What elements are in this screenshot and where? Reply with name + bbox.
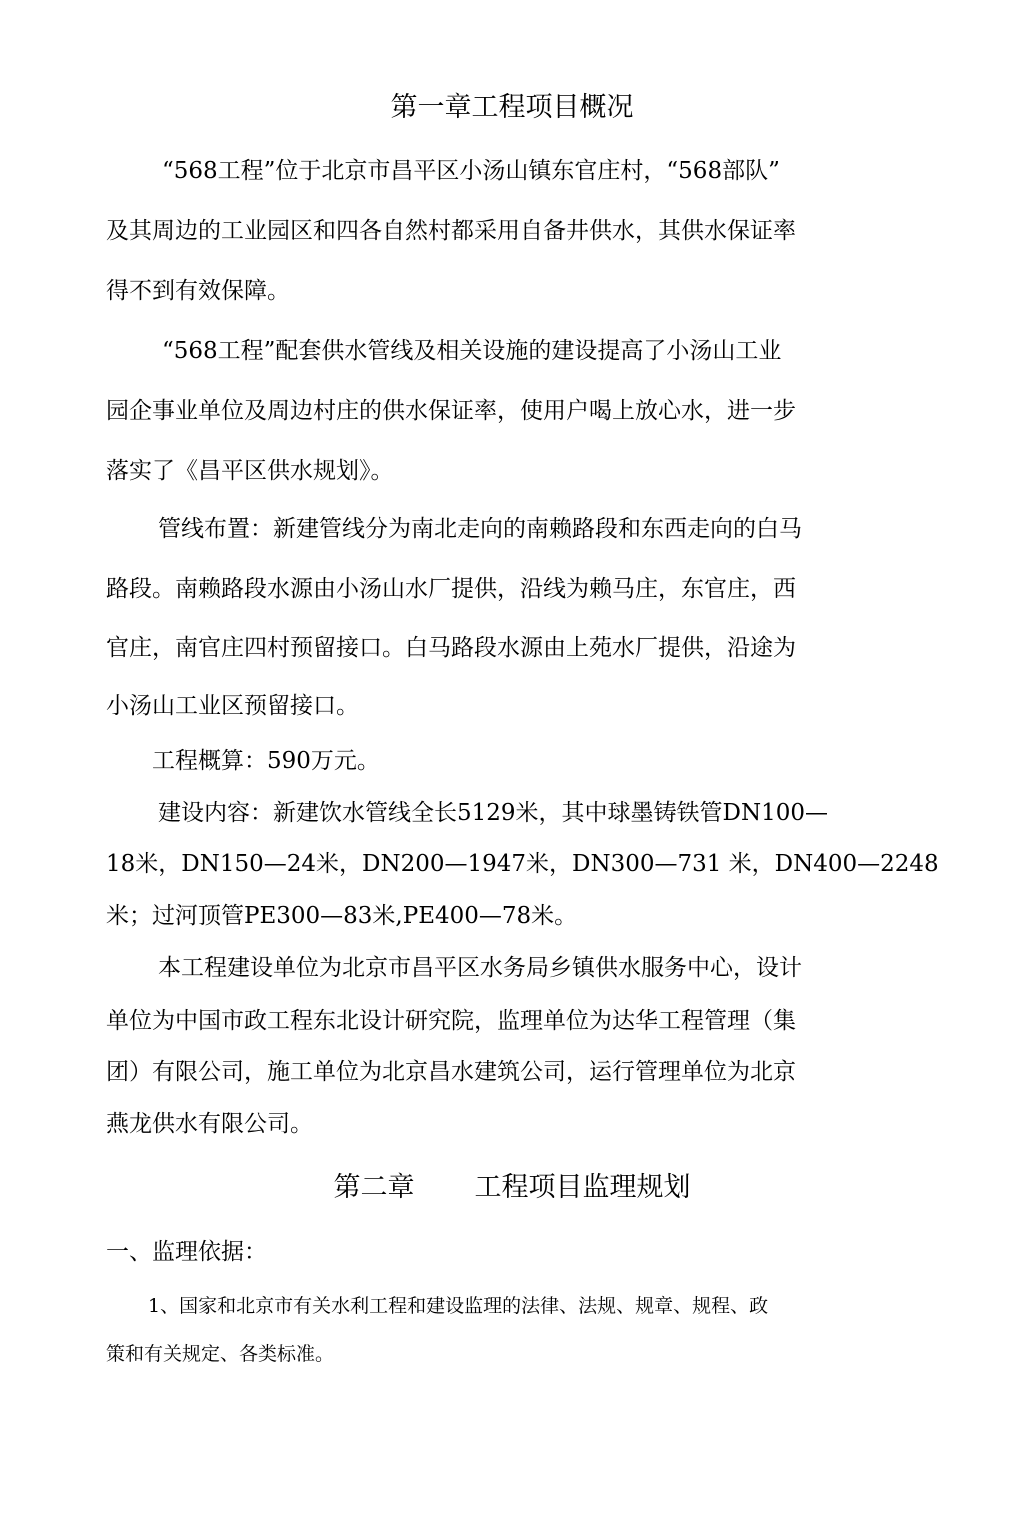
p1-line2: 及其周边的工业园区和四各自然村都采用自备井供水，其供水保证率 xyxy=(106,218,796,244)
p1-line1: “568工程”位于北京市昌平区小汤山镇东官庄村，“568部队” xyxy=(162,158,780,184)
p5-line2: 18米，DN150—24米，DN200—1947米，DN300—731 米，DN400—2248 xyxy=(106,851,939,877)
chapter2-title-text: 工程项目监理规划 xyxy=(474,1172,691,1203)
p3-line2: 路段。南赖路段水源由小汤山水厂提供，沿线为赖马庄，东官庄，西 xyxy=(106,576,796,602)
p3-line3: 官庄，南官庄四村预留接口。白马路段水源由上苑水厂提供，沿途为 xyxy=(106,635,796,661)
section1-heading: 一、监理依据： xyxy=(106,1239,267,1265)
p3-line1: 管线布置：新建管线分为南北走向的南赖路段和东西走向的白马 xyxy=(158,516,802,542)
p1-line3: 得不到有效保障。 xyxy=(106,278,290,304)
p6-line4: 燕龙供水有限公司。 xyxy=(106,1111,313,1137)
p3-line4: 小汤山工业区预留接口。 xyxy=(106,693,359,719)
p6-line3: 团）有限公司，施工单位为北京昌水建筑公司，运行管理单位为北京 xyxy=(106,1059,796,1085)
p2-line1: “568工程”配套供水管线及相关设施的建设提高了小汤山工业 xyxy=(162,338,782,364)
chapter2-title-number: 第二章 xyxy=(333,1172,415,1203)
p5-line1: 建设内容：新建饮水管线全长5129米，其中球墨铸铁管DN100— xyxy=(158,800,828,826)
p6-line1: 本工程建设单位为北京市昌平区水务局乡镇供水服务中心，设计 xyxy=(158,955,802,981)
p2-line3: 落实了《昌平区供水规划》。 xyxy=(106,458,394,484)
item1-line2: 策和有关规定、各类标准。 xyxy=(106,1343,335,1365)
p6-line2: 单位为中国市政工程东北设计研究院，监理单位为达华工程管理（集 xyxy=(106,1008,796,1034)
p2-line2: 园企事业单位及周边村庄的供水保证率，使用户喝上放心水，进一步 xyxy=(106,398,796,424)
chapter1-title: 第一章工程项目概况 xyxy=(390,92,634,123)
chapter2-title xyxy=(0,1170,1024,1206)
p5-line3: 米；过河顶管PE300—83米,PE400—78米。 xyxy=(106,903,578,929)
p4-line1: 工程概算：590万元。 xyxy=(152,748,380,774)
item1-line1: 1、国家和北京市有关水利工程和建设监理的法律、法规、规章、规程、政 xyxy=(148,1295,769,1317)
